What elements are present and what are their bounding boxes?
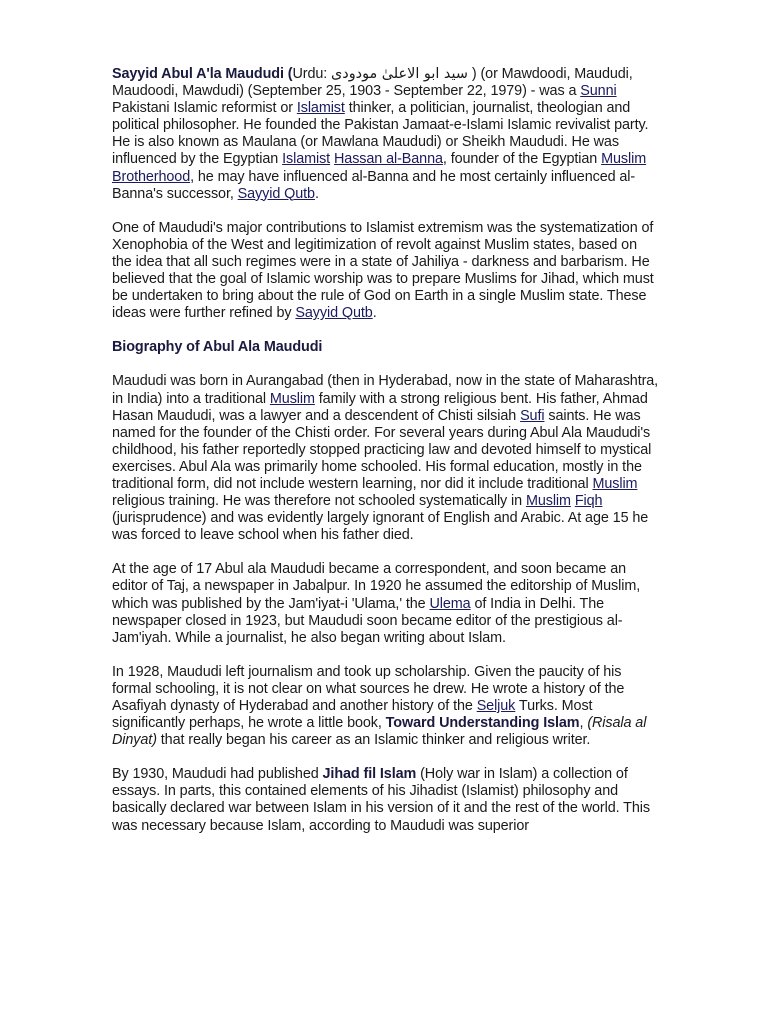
journalism-paragraph: [112, 561, 660, 646]
text-run: Urdu:: [292, 66, 332, 82]
link-hassan-al-banna[interactable]: Hassan al-Banna: [334, 151, 443, 168]
text-run: In 1928, Maududi left journalism and took up scholarship. Given the paucity of his formal schooling, it is not clear on what sources he drew. He wrote a history of the Asafiyah dynasty of Hyderabad and another history of the: [112, 663, 625, 714]
link-muslim[interactable]: Muslim: [592, 475, 638, 492]
section-heading: Biography of Abul Ala Maududi: [112, 339, 323, 356]
link-islamist[interactable]: Islamist: [296, 100, 345, 117]
link-sufi[interactable]: Sufi: [520, 407, 545, 424]
text-run: .: [314, 185, 319, 202]
contributions-paragraph: [112, 220, 660, 323]
text-run: At the age of 17 Abul ala Maududi became a correspondent, and soon became an editor of Taj, a newspaper in Jabalpur. In 1920 he assumed the editorship of Muslim, which was published by the Jam'iyat-i 'Ulama,' the: [112, 561, 641, 612]
link-muslim-brotherhood[interactable]: Muslim Brotherhood: [112, 151, 647, 185]
text-run: , he may have influenced al-Banna and he most certainly influenced al-Banna's successor,: [112, 168, 636, 202]
early-life-paragraph: [112, 373, 660, 544]
link-muslim[interactable]: Muslim: [269, 390, 315, 407]
book-title: Toward Understanding Islam: [385, 715, 580, 732]
link-sayyid-qutb[interactable]: Sayyid Qutb: [295, 305, 373, 322]
text-run: ) (or Mawdoodi, Maududi, Maudoodi, Mawdudi) (September 25, 1903 - September 22, 1979) - was a: [112, 66, 633, 100]
text-run: (Holy war in Islam) a collection of essays. In parts, this contained elements of his Jihadist (Islamist) philosophy and basically declared war between Islam in his version of it and the rest of the world. This was necessary because Islam, according to Maududi was superior: [112, 766, 650, 834]
text-run: Turks. Most significantly perhaps, he wrote a little book,: [112, 698, 593, 732]
text-run: By 1930, Maududi had published: [112, 766, 323, 783]
text-run: that really began his career as an Islamic thinker and religious writer.: [156, 732, 591, 749]
intro-paragraph: [112, 66, 660, 203]
text-run: Pakistani Islamic reformist or: [112, 100, 297, 117]
text-run: of India in Delhi. The newspaper closed in 1923, but Maududi soon became editor of the prestigious al-Jam'iyah. While a journalist, he also began writing about Islam.: [112, 595, 623, 646]
text-run: saints. He was named for the founder of the Chisti order. For several years during Abul Ala Maududi's childhood, his father reportedly stopped practicing law and devoted himself to mystical exercises. Abul Ala was primarily home schooled. His formal education, mostly in the traditional form, did not include western learning, nor did it include traditional: [112, 407, 652, 492]
urdu-name: سید ابو الاعلیٰ مودودی: [331, 66, 468, 82]
link-muslim[interactable]: Muslim: [525, 493, 571, 510]
link-seljuk[interactable]: Seljuk: [476, 698, 516, 714]
text-run: (jurisprudence) and was evidently largely ignorant of English and Arabic. At age 15 he was forced to leave school when his father died.: [112, 510, 649, 544]
document-body: [112, 66, 660, 852]
scholarship-paragraph: [112, 664, 660, 749]
text-run: ,: [579, 715, 588, 732]
text-run: .: [372, 305, 377, 322]
book-alt-title: (Risala al Dinyat): [112, 715, 647, 749]
book-title: Jihad fil Islam: [322, 766, 417, 783]
link-sayyid-qutb[interactable]: Sayyid Qutb: [237, 185, 315, 202]
text-run: family with a strong religious bent. His father, Ahmad Hasan Maududi, was a lawyer and a descendent of Chisti silsiah: [112, 390, 648, 424]
subject-name: Sayyid Abul A'la Maududi (: [112, 66, 293, 82]
text-run: , founder of the Egyptian: [442, 151, 602, 168]
link-ulema[interactable]: Ulema: [429, 595, 471, 612]
text-run: Maududi was born in Aurangabad (then in Hyderabad, now in the state of Maharashtra, in India) into a traditional: [112, 373, 659, 407]
link-islamist[interactable]: Islamist: [282, 151, 331, 168]
link-fiqh[interactable]: Fiqh: [574, 493, 603, 510]
jihad-paragraph: [112, 766, 660, 834]
text-run: religious training. He was therefore not schooled systematically in: [112, 493, 526, 510]
text-run: thinker, a politician, journalist, theologian and political philosopher. He founded the Pakistan Jamaat-e-Islami Islamic revivalist party. He is also known as Maulana (or Mawlana Maududi) or Sheikh Maududi. He was influenced by the Egyptian: [112, 100, 649, 168]
text-run: One of Maududi's major contributions to Islamist extremism was the systematization of Xenophobia of the West and legitimization of revolt against Muslim states, based on the idea that all such regimes were in a state of Jahiliya - darkness and barbarism. He believed that the goal of Islamic worship was to prepare Muslims for Jihad, which must be undertaken to bring about the rule of God on Earth in a single Muslim state. These ideas were further refined by: [112, 219, 654, 322]
link-sunni[interactable]: Sunni: [580, 83, 617, 100]
